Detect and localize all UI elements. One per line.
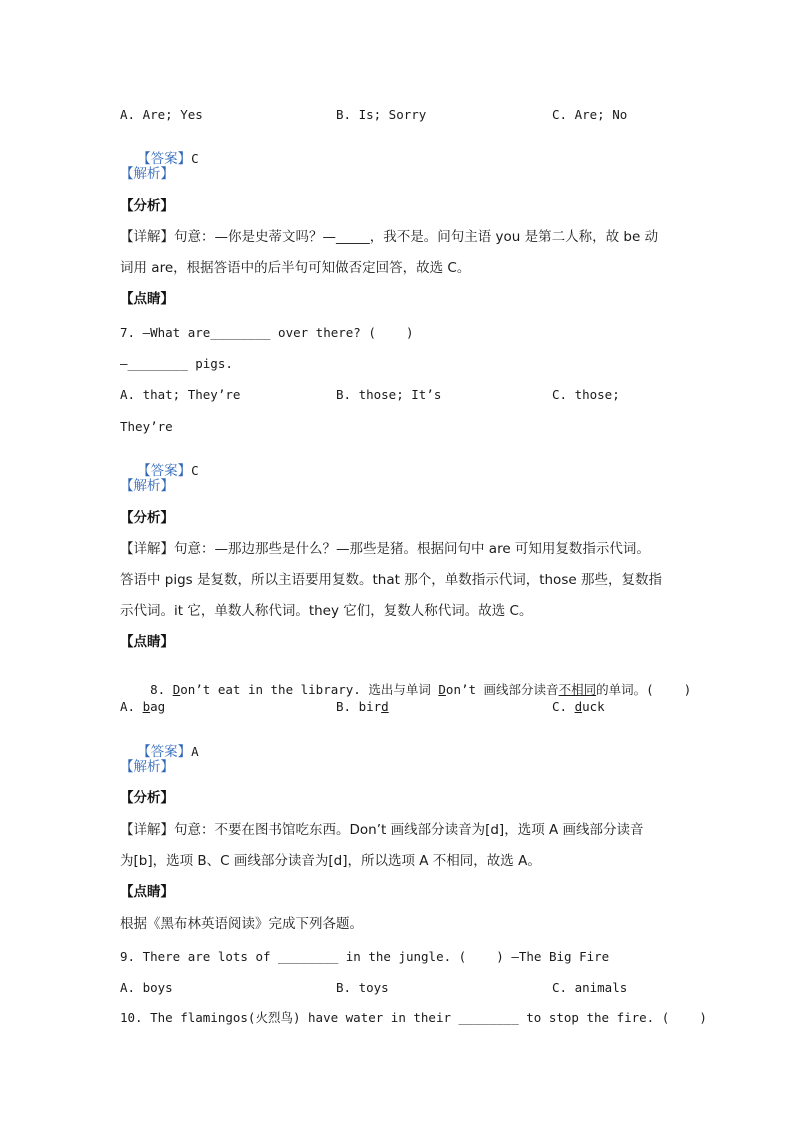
answer-tag: 【答案】 [137, 463, 192, 479]
q8-stem-underline-1: D [172, 682, 181, 697]
q7-analysis-tag: 【解析】 [120, 478, 174, 494]
q9-option-c: C. animals [552, 980, 628, 995]
q9-stem: 9. There are lots of ________ in the jungle. ( ) —The Big Fire [120, 949, 610, 964]
q8-detail-line1: 【详解】句意：不要在图书馆吃东西。Don’t 画线部分读音为[d]，选项 A 画线部分读音 [120, 822, 644, 838]
q7-detail-line2: 答语中 pigs 是复数，所以主语要用复数。that 那个，单数指示代词，those 那些，复数指 [120, 572, 662, 588]
q9-option-b: B. toys [336, 980, 389, 995]
q8-stem-part-c: on’t 画线部分读音 [445, 682, 559, 697]
q6-dianjing: 【点睛】 [120, 291, 174, 307]
reading-intro: 根据《黑布林英语阅读》完成下列各题。 [120, 916, 363, 932]
q10-stem: 10. The flamingos(火烈鸟) have water in their ________ to stop the fire. ( ) [120, 1010, 707, 1025]
q9-option-a: A. boys [120, 980, 173, 995]
q8-analysis-tag: 【解析】 [120, 759, 174, 775]
q6-option-a: A. Are; Yes [120, 107, 203, 122]
q8-stem-part-d: 的单词。( ) [596, 682, 692, 697]
q6-option-c: C. Are; No [552, 107, 628, 122]
answer-value: A [191, 744, 199, 759]
q8-stem-underline-3: 不相同 [558, 682, 597, 697]
q6-analysis-tag: 【解析】 [120, 166, 174, 182]
answer-tag: 【答案】 [137, 151, 192, 167]
q8-stem [120, 666, 691, 714]
q7-option-c-cont: They’re [120, 419, 173, 434]
q6-option-b: B. Is; Sorry [336, 107, 427, 122]
q6-detail-line2: 词用 are，根据答语中的后半句可知做否定回答，故选 C。 [120, 260, 471, 276]
q7-dianjing: 【点睛】 [120, 634, 174, 650]
q8-detail-line2: 为[b]，选项 B、C 画线部分读音为[d]，所以选项 A 不相同，故选 A。 [120, 853, 541, 869]
q8-option-a: A. bag [120, 699, 166, 714]
answer-value: C [191, 463, 199, 478]
q8-option-c: C. duck [552, 699, 605, 714]
q6-fenxi: 【分析】 [120, 198, 174, 214]
q7-option-b: B. those; It’s [336, 387, 442, 402]
q8-stem-part-a: 8. [150, 682, 173, 697]
answer-tag: 【答案】 [137, 744, 192, 760]
q7-option-a: A. that; They’re [120, 387, 241, 402]
q7-stem-line1: 7. —What are________ over there? ( ) [120, 325, 414, 340]
q7-stem-line2: —________ pigs. [120, 356, 233, 371]
q8-option-b: B. bird [336, 699, 389, 714]
q6-detail-line1: 【详解】句意：—你是史蒂文吗？—_____，我不是。问句主语 you 是第二人称，故 be 动 [120, 229, 659, 245]
q8-fenxi: 【分析】 [120, 790, 174, 806]
q8-stem-underline-2: D [438, 682, 446, 697]
q8-dianjing: 【点睛】 [120, 884, 174, 900]
answer-value: C [191, 151, 199, 166]
q7-option-c: C. those; [552, 387, 620, 402]
q8-stem-part-b: on’t eat in the library. 选出与单词 [180, 682, 439, 697]
q7-fenxi: 【分析】 [120, 510, 174, 526]
q7-detail-line1: 【详解】句意：—那边那些是什么？—那些是猪。根据问句中 are 可知用复数指示代词。 [120, 541, 650, 557]
q7-detail-line3: 示代词。it 它，单数人称代词。they 它们，复数人称代词。故选 C。 [120, 603, 533, 619]
